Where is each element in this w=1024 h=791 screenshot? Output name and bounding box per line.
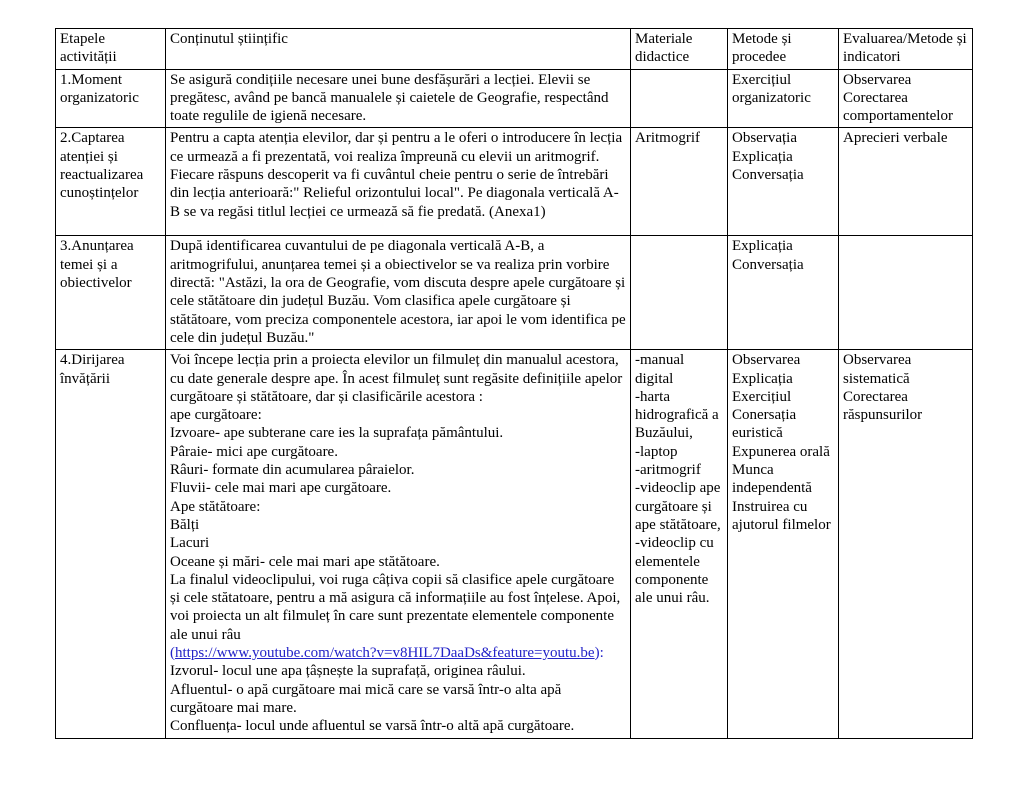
method-item: Conversația xyxy=(732,256,804,273)
evaluation-item: Observarea sistematică xyxy=(843,352,912,387)
cell-materiale xyxy=(631,128,728,236)
row-moment-organizatoric xyxy=(56,69,973,128)
column-header-label: Etapele activității xyxy=(60,31,117,66)
header-metode-procedee xyxy=(728,29,839,70)
material-item: -laptop xyxy=(635,443,678,460)
content-paragraph: La finalul videoclipului, voi ruga câțiva copii să clasifice apele curgătoare și cele stătatoare, pentru a mă asigura că informațiile au fost înțelese. Apoi, voi proiecta un alt filmuleț în care sunt prezentate elementele componente ale unui râu xyxy=(170,571,621,643)
evaluation-item: Observarea xyxy=(843,71,912,88)
material-item: -aritmogrif xyxy=(635,462,701,479)
cell-etapa xyxy=(56,236,166,350)
row-anuntarea-temei xyxy=(56,236,973,350)
header-evaluarea xyxy=(839,29,973,70)
cell-evaluare xyxy=(839,350,973,738)
cell-evaluare xyxy=(839,128,973,236)
cell-materiale xyxy=(631,350,728,738)
cell-etapa xyxy=(56,69,166,128)
cell-continut xyxy=(166,69,631,128)
header-etapele-activitatii xyxy=(56,29,166,70)
stage-label: 1.Moment organizatoric xyxy=(60,71,139,106)
content-paragraph: Fluvii- cele mai mari ape curgătoare. xyxy=(170,480,392,497)
header-row xyxy=(56,29,973,70)
method-item: Observația xyxy=(732,130,797,147)
stage-label: 4.Dirijarea învățării xyxy=(60,352,125,387)
method-item: Exercițiul xyxy=(732,388,792,405)
content-paragraph: Izvoare- ape subterane care ies la suprafața pământului. xyxy=(170,425,504,442)
cell-etapa xyxy=(56,350,166,738)
cell-metode xyxy=(728,69,839,128)
link-suffix: ): xyxy=(594,645,604,662)
cell-materiale xyxy=(631,236,728,350)
content-paragraph: Pentru a capta atenția elevilor, dar și pentru a le oferi o introducere în lecția ce urmează a fi prezentată, voi realiza împreună cu elevii un aritmogrif. Fiecare răspuns descoperit va fi cuvântul cheie pentru o serie de întrebări din lecția anterioară:" Relieful orizontului local". Pe diagonala verticală A-B se va regăsi titlul lecției ce urmează să fie predată. (Anexa1) xyxy=(170,130,623,220)
evaluation-item: Corectarea comportamentelor xyxy=(843,89,953,125)
cell-metode xyxy=(728,128,839,236)
method-item: Explicația xyxy=(732,148,793,165)
column-header-label: Materiale didactice xyxy=(635,31,693,66)
material-item: -harta hidrografică a Buzăului, xyxy=(635,388,719,442)
material-item: Aritmogrif xyxy=(635,130,700,147)
header-continutul-stiintific xyxy=(166,29,631,70)
method-item: Conversația xyxy=(732,167,804,184)
material-item: -manual digital xyxy=(635,352,685,387)
cell-materiale xyxy=(631,69,728,128)
content-paragraph: Râuri- formate din acumularea pâraielor. xyxy=(170,462,415,479)
youtube-link[interactable]: https://www.youtube.com/watch?v=v8HIL7DaaDs&feature=youtu.be xyxy=(175,645,595,662)
content-paragraph: ape curgătoare: xyxy=(170,407,262,424)
lesson-plan-table xyxy=(55,28,973,739)
method-item: Observarea xyxy=(732,352,801,369)
video-link-line xyxy=(170,644,626,662)
row-dirijarea-invatarii xyxy=(56,350,973,738)
column-header-label: Conținutul științific xyxy=(170,31,288,47)
stage-label: 3.Anunțarea temei și a obiectivelor xyxy=(60,238,134,292)
evaluation-item: Aprecieri verbale xyxy=(843,130,948,147)
content-paragraph: Bălți xyxy=(170,516,200,533)
method-item: Conersația euristică xyxy=(732,407,797,442)
row-captarea-atentiei xyxy=(56,128,973,236)
method-item: Munca independentă xyxy=(732,462,812,497)
content-paragraph: După identificarea cuvantului de pe diagonala verticală A-B, a aritmogrifului, anunțarea temei și a obiectivelor se va realiza prin vorbire directă: "Astăzi, la ora de Geografie, vom discuta despre apele curgătoare și cele stătătoare din județul Buzău. Vom clasifica apele curgătoare și stătătoare, vom preciza componentele acestora, iar apoi le vom identifica pe cele din județul Buzău." xyxy=(170,238,626,346)
cell-evaluare xyxy=(839,69,973,128)
material-item: -videoclip cu elementele componente ale unui râu. xyxy=(635,535,714,607)
method-item: Exercițiul organizatoric xyxy=(732,71,811,106)
cell-continut xyxy=(166,128,631,236)
method-item: Explicația xyxy=(732,370,793,387)
content-paragraph: Confluența- locul unde afluentul se varsă într-o altă apă curgătoare. xyxy=(170,718,575,735)
content-paragraph: Pâraie- mici ape curgătoare. xyxy=(170,443,338,460)
content-paragraph: Izvorul- locul une apa țâșnește la suprafață, originea râului. xyxy=(170,663,526,680)
cell-metode xyxy=(728,350,839,738)
content-paragraph: Afluentul- o apă curgătoare mai mică care se varsă într-o alta apă curgătoare mai mare. xyxy=(170,681,562,716)
method-item: Expunerea orală xyxy=(732,443,830,460)
content-paragraph: Ape stătătoare: xyxy=(170,498,261,515)
cell-metode xyxy=(728,236,839,350)
material-item: -videoclip ape curgătoare și ape stătătoare, xyxy=(635,480,721,533)
method-item: Instruirea cu ajutorul filmelor xyxy=(732,498,831,533)
column-header-label: Evaluarea/Metode și indicatori xyxy=(843,31,967,66)
cell-etapa xyxy=(56,128,166,236)
content-paragraph: Oceane și mări- cele mai mari ape stătătoare. xyxy=(170,553,440,570)
cell-evaluare xyxy=(839,236,973,350)
cell-continut xyxy=(166,350,631,738)
cell-continut xyxy=(166,236,631,350)
content-paragraph: Voi începe lecția prin a proiecta elevilor un filmuleț din manualul acestora, cu date generale despre ape. În acest filmuleț sunt regăsite definițiile apelor curgătoare și stătătoare, dar și clasificările acestora : xyxy=(170,352,623,405)
header-materiale-didactice xyxy=(631,29,728,70)
content-paragraph: Se asigură condițiile necesare unei bune desfășurări a lecției. Elevii se pregătesc, având pe bancă manualele și caietele de Geografie, respectând toate regulile de igienă necesare. xyxy=(170,71,609,125)
content-paragraph: Lacuri xyxy=(170,535,210,552)
column-header-label: Metode și procedee xyxy=(732,31,792,66)
link-prefix: ( xyxy=(170,645,175,662)
method-item: Explicația xyxy=(732,238,793,255)
stage-label: 2.Captarea atenției și reactualizarea cunoștințelor xyxy=(60,130,144,202)
evaluation-item: Corectarea răspunsurilor xyxy=(843,388,923,424)
